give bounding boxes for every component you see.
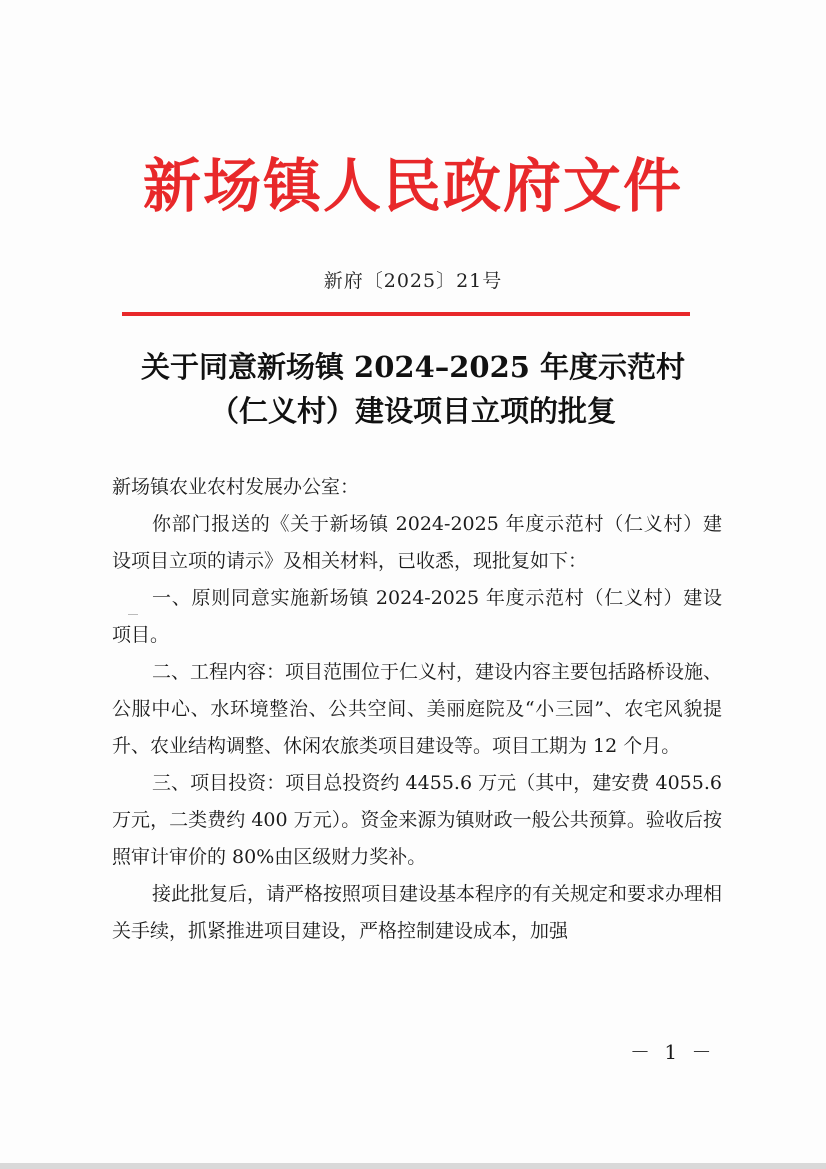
red-separator-line [122, 312, 690, 316]
paragraph-investment: 三、项目投资：项目总投资约 4455.6 万元（其中，建安费 4055.6 万元，二类费约 400 万元）。资金来源为镇财政一般公共预算。验收后按照审计审价的 80%由区级财力奖补。 [112, 772, 722, 868]
page-bottom-edge [0, 1163, 826, 1169]
document-body [112, 469, 722, 950]
paragraph-requirements: 接此批复后，请严格按照项目建设基本程序的有关规定和要求办理相关手续，抓紧推进项目建设，严格控制建设成本，加强 [112, 883, 723, 942]
document-title-line-2: （仁义村）建设项目立项的批复 [209, 394, 616, 428]
addressee: 新场镇农业农村发展办公室： [112, 476, 360, 498]
page-number: － 1 － [630, 1040, 716, 1064]
paragraph-approval: 一、原则同意实施新场镇 2024-2025 年度示范村（仁义村）建设项目。 [112, 587, 722, 646]
document-title [0, 345, 826, 433]
scan-artifact [128, 614, 138, 615]
document-title-line-1: 关于同意新场镇 2024–2025 年度示范村 [140, 350, 686, 384]
issuing-authority-title: 新场镇人民政府文件 [142, 152, 683, 220]
paragraph-receipt: 你部门报送的《关于新场镇 2024-2025 年度示范村（仁义村）建设项目立项的请示》及相关材料，已收悉，现批复如下： [112, 513, 722, 572]
paragraph-scope: 二、工程内容：项目范围位于仁义村，建设内容主要包括路桥设施、公服中心、水环境整治、公共空间、美丽庭院及“小三园”、农宅风貌提升、农业结构调整、休闲农旅类项目建设等。项目工期为 12 个月。 [112, 661, 723, 757]
document-number: 新府〔2025〕21号 [323, 270, 503, 292]
